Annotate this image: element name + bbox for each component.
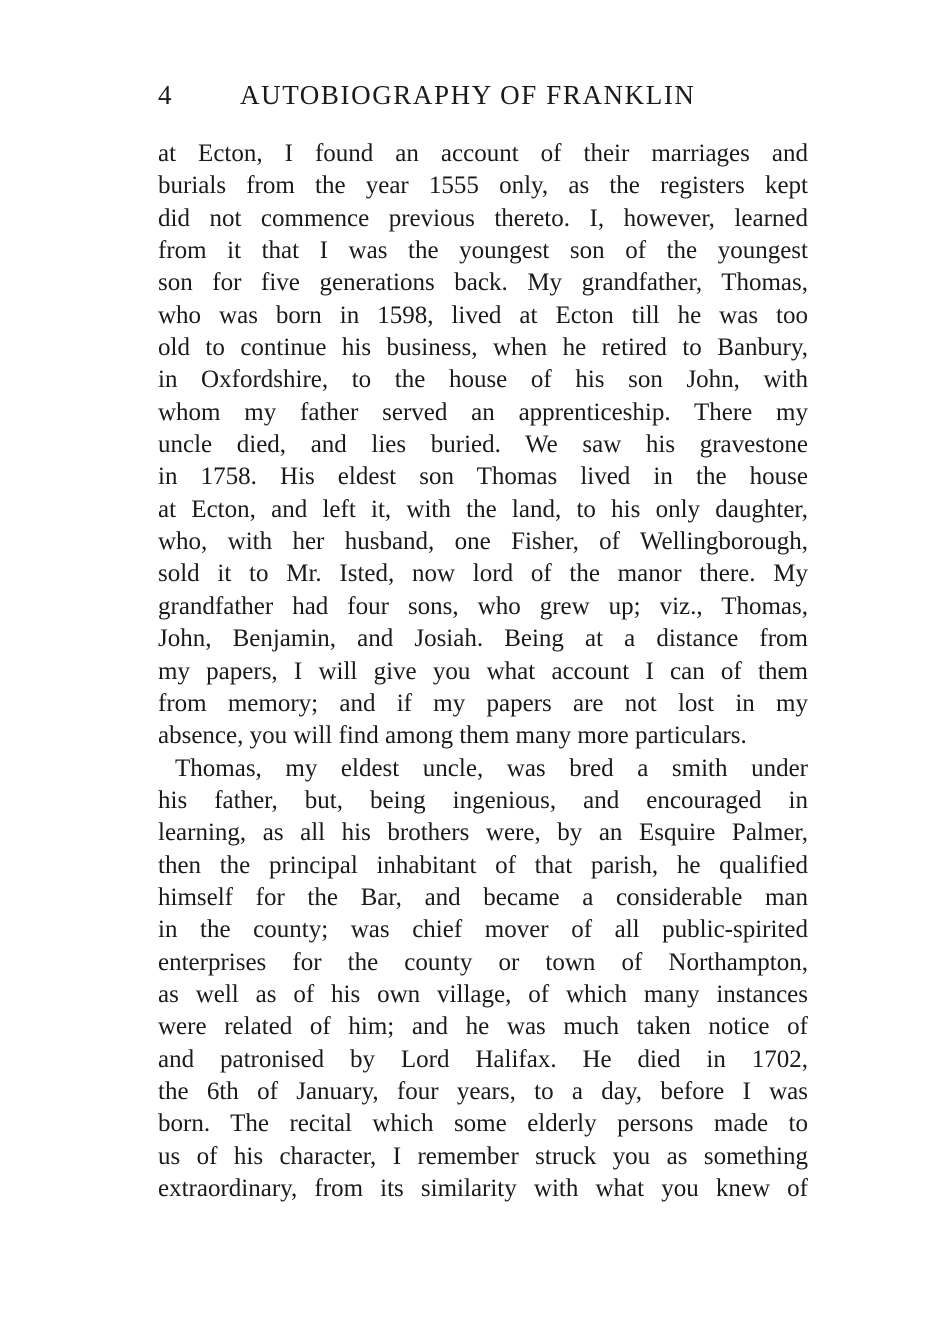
text-line: at Ecton, I found an account of their marriages and xyxy=(158,140,808,167)
text-line: in Oxfordshire, to the house of his son John, with xyxy=(158,366,808,394)
text-line: as well as of his own village, of which many instances xyxy=(158,980,808,1008)
text-line: enterprises for the county or town of Northampton, xyxy=(158,948,808,976)
text-line: himself for the Bar, and became a considerable man xyxy=(158,883,808,911)
text-line: and patronised by Lord Halifax. He died in 1702, xyxy=(158,1045,808,1073)
text-line: who was born in 1598, lived at Ecton till he was too xyxy=(158,301,808,329)
text-line: were related of him; and he was much taken notice of xyxy=(158,1013,808,1041)
text-line: from memory; and if my papers are not lost in my xyxy=(158,689,808,717)
page-number: 4 xyxy=(158,80,174,110)
paragraph-1 xyxy=(158,138,808,753)
text-line: whom my father served an apprenticeship. There my xyxy=(158,398,808,426)
paragraph-2 xyxy=(158,753,808,1206)
running-title: AUTOBIOGRAPHY OF FRANKLIN xyxy=(240,80,696,110)
text-line: burials from the year 1555 only, as the registers kept xyxy=(158,172,808,200)
text-line: the 6th of January, four years, to a day, before I was xyxy=(158,1077,808,1105)
text-line: in the county; was chief mover of all public-spirited xyxy=(158,916,808,944)
text-line: absence, you will find among them many more particulars. xyxy=(158,722,747,750)
text-line: from it that I was the youngest son of the youngest xyxy=(158,237,808,265)
text-line: then the principal inhabitant of that parish, he qualified xyxy=(158,851,808,879)
text-line: us of his character, I remember struck you as something xyxy=(158,1142,808,1170)
text-line: grandfather had four sons, who grew up; viz., Thomas, xyxy=(158,592,808,620)
text-line: extraordinary, from its similarity with what you knew of xyxy=(158,1175,808,1202)
text-line: sold it to Mr. Isted, now lord of the manor there. My xyxy=(158,560,808,588)
text-line: John, Benjamin, and Josiah. Being at a distance from xyxy=(158,625,808,653)
page-header xyxy=(158,80,808,116)
text-line: learning, as all his brothers were, by an Esquire Palmer, xyxy=(158,819,808,847)
body-text xyxy=(158,138,808,1205)
text-line: his father, but, being ingenious, and encouraged in xyxy=(158,786,808,814)
text-line: at Ecton, and left it, with the land, to his only daughter, xyxy=(158,495,808,523)
text-line: in 1758. His eldest son Thomas lived in the house xyxy=(158,463,808,491)
text-line: son for five generations back. My grandfather, Thomas, xyxy=(158,269,808,297)
text-line: born. The recital which some elderly persons made to xyxy=(158,1110,808,1138)
text-line: did not commence previous thereto. I, however, learned xyxy=(158,204,808,232)
text-line: old to continue his business, when he retired to Banbury, xyxy=(158,334,808,362)
text-line: who, with her husband, one Fisher, of Wellingborough, xyxy=(158,528,808,556)
text-line: uncle died, and lies buried. We saw his gravestone xyxy=(158,431,808,459)
text-line: my papers, I will give you what account I can of them xyxy=(158,657,808,685)
text-line: Thomas, my eldest uncle, was bred a smith under xyxy=(175,754,808,782)
